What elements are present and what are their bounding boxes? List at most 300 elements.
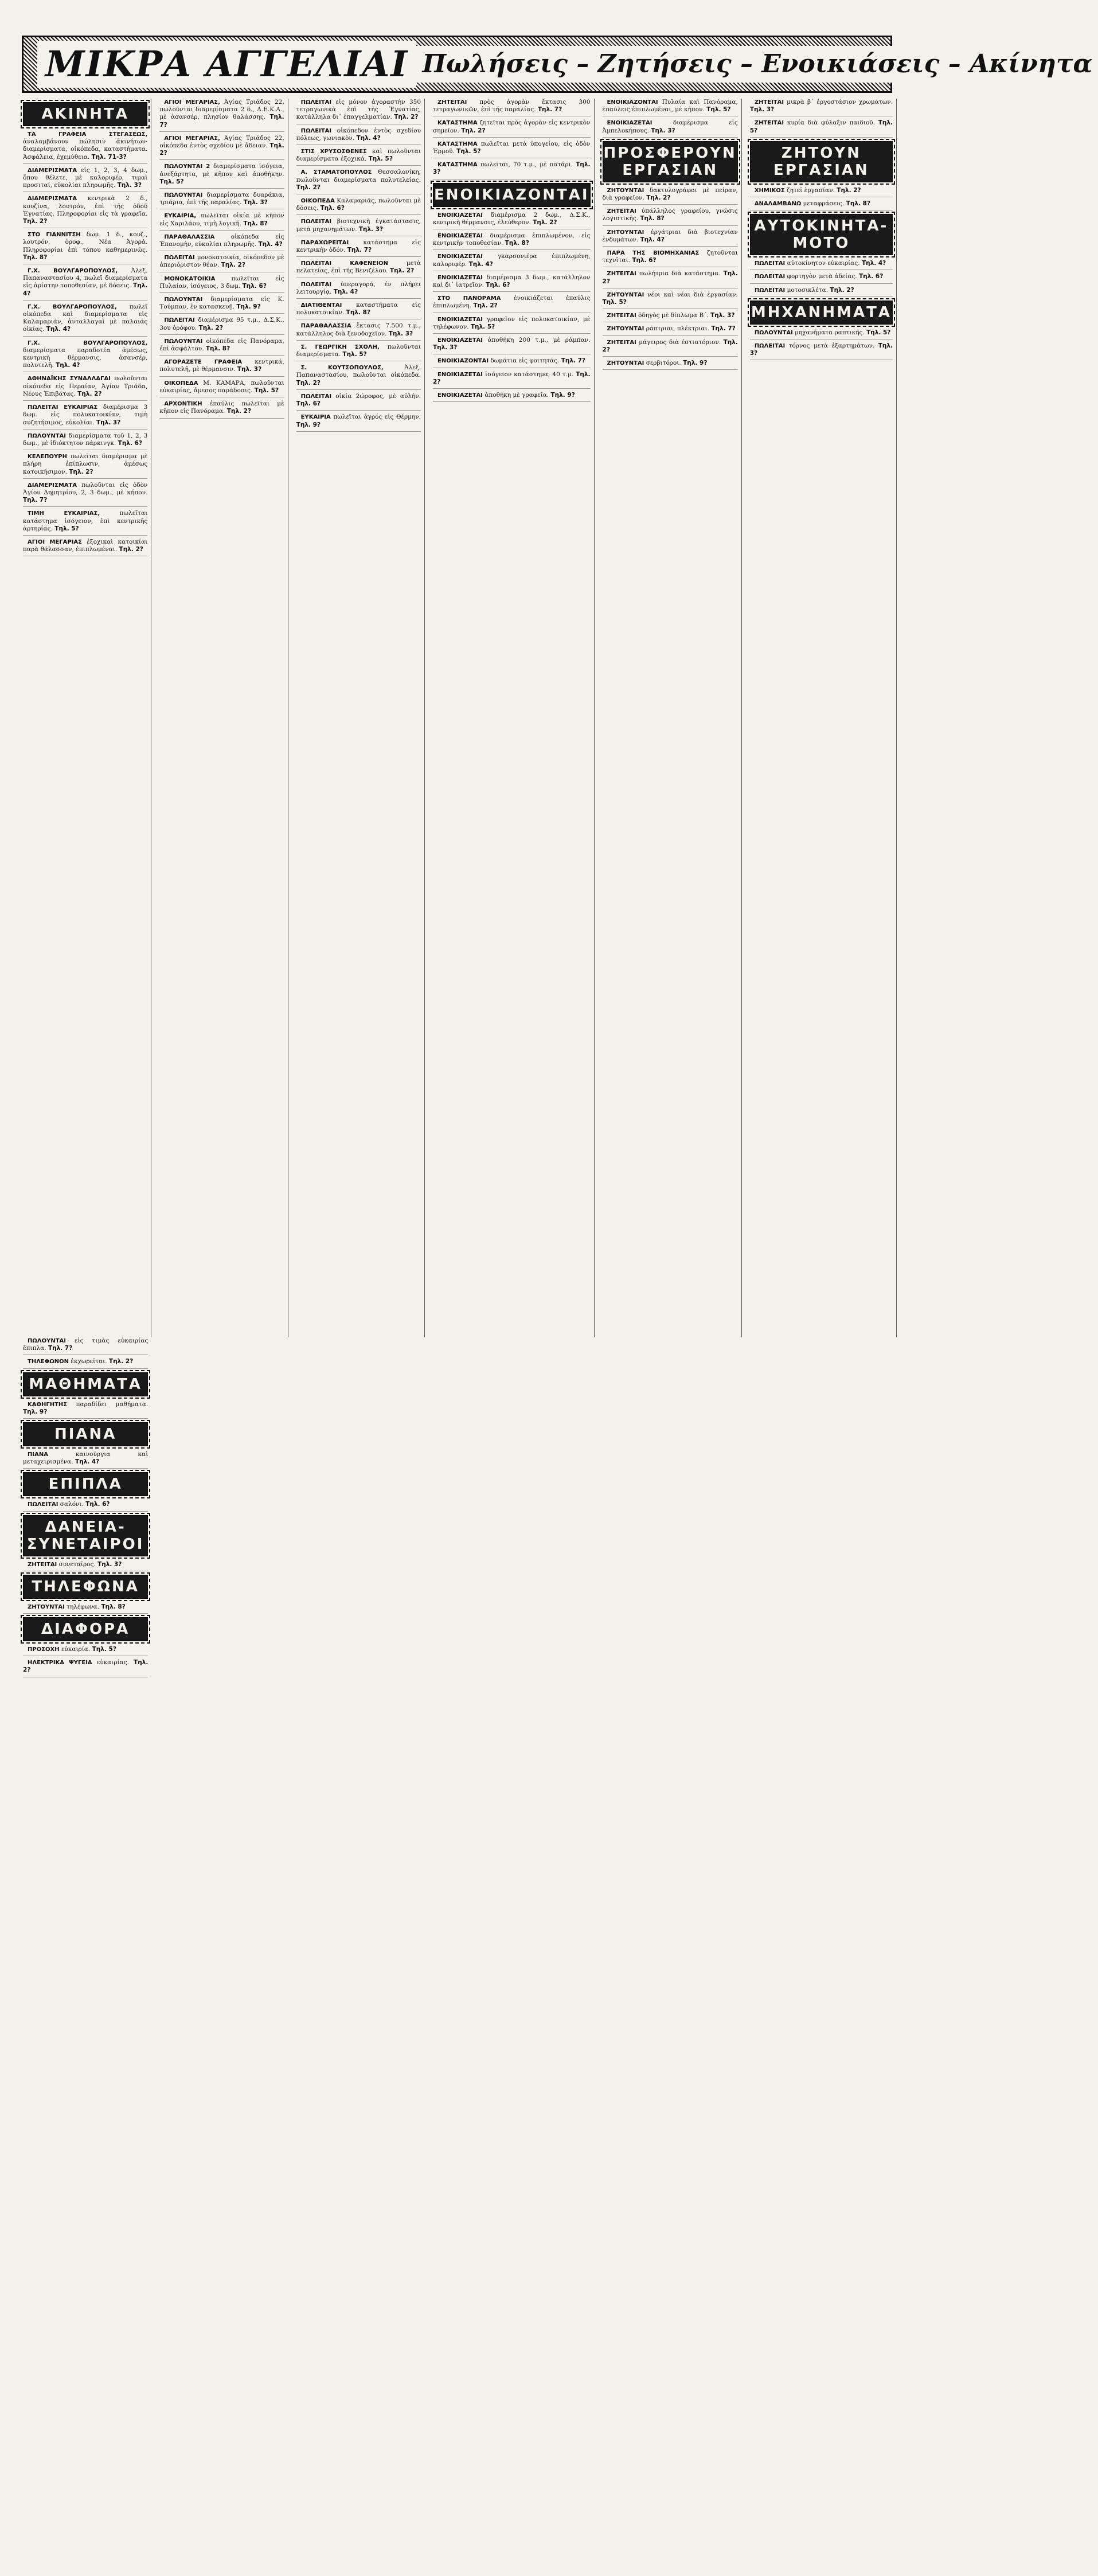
- classified-ad: [296, 218, 421, 236]
- ad-phone: Τηλ. 7?: [347, 247, 372, 254]
- ad-text: πωλεῖται, 70 τ.μ., μὲ πατάρι.: [477, 161, 576, 169]
- ad-phone: Τηλ. 2?: [221, 261, 245, 269]
- ad-phone: Τηλ. 71-3?: [91, 153, 127, 161]
- ad-lead: ΕΝΟΙΚΙΑΖΕΤΑΙ: [437, 253, 483, 260]
- ad-phone: Τηλ. 5?: [92, 1646, 116, 1653]
- ad-text: πωλεῖται εἰς Πυλαίαν, ἰσόγειος, 3 δωμ.: [159, 275, 284, 290]
- ad-text: καταστήματα εἰς πολυκατοικίαν.: [296, 302, 421, 317]
- ad-phone: Τηλ. 6?: [85, 1501, 110, 1508]
- ad-text: δωμ. 1 δ., κουζ., λουτρόν, ὀροφ., Νέα Ἀγορά. Πληροφορίαι ἐπὶ τόπου καθημερινῶς.: [23, 231, 148, 253]
- classified-ad: [159, 358, 284, 376]
- ad-text: οἰκόπεδα εἰς Πανόραμα, ἐπὶ ἀσφάλτου.: [159, 337, 284, 353]
- classified-ad: [23, 375, 147, 401]
- ad-phone: Τηλ. 2?: [837, 186, 861, 194]
- ad-lead: ΕΝΟΙΚΙΑΖΕΤΑΙ: [437, 371, 483, 378]
- ad-text: φορτηγὸν μετὰ ἀδείας.: [785, 273, 859, 280]
- section-header: ΖΗΤΟΥΝ ΕΡΓΑΣΙΑΝ: [750, 141, 893, 182]
- classified-ad: [23, 267, 147, 300]
- ad-lead: ΣΤΙΣ ΧΡΥΣΟΣΘΕΝΕΣ: [300, 149, 367, 155]
- section-header: ΑΥΤΟΚΙΝΗΤΑ-ΜΟΤΟ: [750, 214, 893, 255]
- classified-ad: [296, 127, 421, 145]
- ad-lead: ΠΩΛΟΥΝΤΑΙ: [164, 296, 203, 303]
- ad-text: ζητεῖται πρὸς ἀγορὰν εἰς κεντρικὸν σημεῖον.: [433, 119, 591, 134]
- classified-ad: [433, 316, 591, 334]
- ad-text: εἰς 1, 2, 3, 4 δωμ., ὅπου θέλετε, μὲ καλοριφέρ, τιμαὶ προσιταί, εὐκολίαι πληρωμῆς.: [23, 166, 148, 189]
- ad-phone: Τηλ. 4?: [468, 260, 493, 268]
- classified-ad: [750, 200, 893, 210]
- ad-phone: Τηλ. 2?: [108, 1358, 134, 1365]
- ad-lead: ΚΑΘΗΓΗΤΗΣ: [28, 1401, 68, 1408]
- classified-ad: [159, 233, 284, 251]
- classified-ad: [159, 99, 284, 132]
- ad-lead: ΠΩΛΕΙΤΑΙ: [164, 255, 195, 261]
- ad-phone: Τηλ. 3?: [433, 161, 591, 176]
- ad-text: οἰκόπεδα εἰς Ἐπανομὴν, εὐκολίαι πληρωμῆς.: [159, 233, 284, 248]
- ad-lead: ΕΝΟΙΚΙΑΖΟΝΤΑΙ: [607, 99, 658, 106]
- ad-text: πωλοῦνται εἰς ὁδὸν Ἀγίου Δημητρίου, 2, 3 δωμ., μὲ κήπον.: [23, 481, 148, 496]
- masthead-subtitle: Πωλήσεις – Ζητήσεις – Ενοικιάσεις – Ακίνητα: [416, 46, 1098, 83]
- ad-lead: ΖΗΤΟΥΝΤΑΙ: [607, 229, 644, 236]
- ad-phone: Τηλ. 7?: [48, 1345, 73, 1352]
- classified-ad: [23, 167, 147, 193]
- ad-text: Ἁγίας Τριάδος 22, πωλοῦνται διαμερίσματα 2 δ., Δ.Ε.Κ.Α., μὲ ἀσανσέρ, πλησίον θαλάσσης.: [159, 99, 284, 121]
- ad-phone: Τηλ. 8?: [846, 200, 871, 208]
- ad-text: Ἀλεξ. Παπαναστασίου, πωλοῦνται οἰκόπεδα.: [296, 364, 421, 379]
- ad-lead: ΠΩΛΕΙΤΑΙ: [754, 260, 786, 267]
- ad-lead: Σ. ΚΟΥΤΣΟΠΟΥΛΟΣ,: [300, 365, 384, 372]
- ad-text: μεταφράσεις.: [801, 200, 846, 208]
- ad-phone: Τηλ. 9?: [23, 1408, 48, 1415]
- ad-phone: Τηλ. 4?: [640, 236, 665, 243]
- ad-lead: ΠΩΛΕΙΤΑΙ: [300, 218, 332, 225]
- classified-ad: [23, 1451, 148, 1469]
- ad-text: κατάστημα εἰς κεντρικὴν ὁδόν.: [296, 239, 421, 254]
- ad-lead: ΗΛΕΚΤΡΙΚΑ ΨΥΓΕΙΑ: [28, 1660, 92, 1666]
- ad-lead: ΔΙΑΜΕΡΙΣΜΑΤΑ: [28, 167, 77, 174]
- classified-ad: [23, 1401, 148, 1419]
- ad-text: πωλοῦνται διαμερίσματα.: [296, 343, 421, 358]
- ad-text: ἀποθήκη μὲ γραφεῖα.: [483, 392, 551, 399]
- ad-lead: ΠΑΡΑΘΑΛΑΣΣΙΑ: [164, 233, 215, 240]
- classified-ad: [433, 337, 591, 354]
- ad-text: δακτυλογράφοι μὲ πείραν, διὰ γραφεῖον.: [602, 186, 738, 202]
- ad-phone: Τηλ. 2?: [69, 468, 93, 475]
- ad-lead: Γ.Χ. ΒΟΥΛΓΑΡΟΠΟΥΛΟΣ,: [28, 339, 148, 346]
- ad-text: ράπτριαι, πλέκτριαι.: [644, 325, 712, 333]
- ad-text: διαμέρισμα ἐπιπλωμένον, εἰς κεντρικὴν τοποθεσίαν.: [433, 232, 591, 247]
- ad-text: ὑπάλληλος γραφείου, γνῶσις λογιστικῆς.: [602, 208, 738, 223]
- ad-phone: Τηλ. 8?: [640, 215, 665, 223]
- ad-text: πρὸς ἀγορὰν ἔκτασις 300 τετραγωνικῶν, ἐπὶ τῆς παραλίας.: [433, 99, 591, 114]
- ad-text: εὐκαιρίας.: [92, 1659, 134, 1666]
- classified-ad: [296, 169, 421, 194]
- classified-ad: [750, 119, 893, 137]
- ad-lead: ΜΟΝΟΚΑΤΟΙΚΙΑ: [164, 275, 216, 282]
- ad-lead: ΖΗΤΕΙΤΑΙ: [607, 208, 636, 215]
- ad-phone: Τηλ. 5?: [602, 299, 627, 306]
- ad-text: διαμερίσματα ἰσόγεια, ἀνεξάρτητα, μὲ κῆπον καὶ ἀποθήκην.: [159, 163, 284, 178]
- section-header: ΕΝΟΙΚΙΑΖΟΝΤΑΙ: [433, 183, 591, 207]
- ad-phone: Τηλ. 5?: [706, 106, 731, 114]
- ad-text: καὶ πωλοῦνται διαμερίσματα ἐξοχικά.: [296, 148, 421, 163]
- ad-phone: Τηλ. 4?: [861, 260, 886, 267]
- ad-text: βιοτεχνικὴ ἐγκατάστασις, μετὰ μηχανημάτων.: [296, 218, 421, 233]
- ad-phone: Τηλ. 9?: [236, 303, 261, 311]
- ad-lead: ΠΩΛΕΙΤΑΙ: [300, 393, 332, 400]
- ad-lead: ΑΝΑΛΑΜΒΑΝΩ: [754, 201, 802, 208]
- ad-phone: Τηλ. 2?: [433, 370, 591, 385]
- classified-ad: [433, 253, 591, 271]
- ad-lead: ΕΝΟΙΚΙΑΖΕΤΑΙ: [437, 316, 483, 323]
- classified-ad: [23, 510, 147, 536]
- section-header: ΕΠΙΠΛΑ: [23, 1472, 148, 1496]
- ad-lead: ΤΑ ΓΡΑΦΕΙΑ ΣΤΕΓΑΣΕΩΣ,: [28, 131, 148, 138]
- classified-ad: [23, 1337, 148, 1355]
- ad-text: διαμερίσματα εἰς Κ. Τούμπαν, ἐν κατασκευῇ.: [159, 296, 284, 311]
- ad-lead: ΣΤΟ ΠΑΝΟΡΑΜΑ: [437, 295, 501, 302]
- ad-lead: ΔΙΑΜΕΡΙΣΜΑΤΑ: [28, 482, 77, 489]
- classified-ad: [159, 254, 284, 272]
- classified-ad: [433, 212, 591, 229]
- classified-ad: [23, 1659, 148, 1677]
- classified-ad: [159, 380, 284, 397]
- ad-phone: Τηλ. 6?: [486, 282, 510, 289]
- ad-text: μάγειρος διὰ ἑστιατόριον.: [636, 338, 724, 346]
- ad-phone: Τηλ. 8?: [505, 240, 529, 247]
- classified-ad: [433, 119, 591, 137]
- section-header: ΔΙΑΦΟΡΑ: [23, 1617, 148, 1641]
- ad-lead: ΠΩΛΕΙΤΑΙ: [28, 1501, 58, 1508]
- ad-text: οἰκία 2ώροφος, μὲ αὐλήν.: [331, 392, 421, 400]
- classified-ad: [23, 131, 147, 164]
- ad-phone: Τηλ. 6?: [296, 400, 321, 408]
- ad-text: κεντρικά, πολυτελῆ, μὲ θέρμανσιν.: [159, 358, 284, 373]
- masthead-title: ΜΙΚΡΑ ΑΓΓΕΛΙΑΙ: [37, 41, 416, 88]
- ad-text: μετὰ πελατείας, ἐπὶ τῆς Βενιζέλου.: [296, 260, 421, 275]
- section-header: ΜΗΧΑΝΗΜΑΤΑ: [750, 300, 893, 325]
- ad-lead: ΠΩΛΟΥΝΤΑΙ: [28, 432, 67, 439]
- ad-lead: ΠΩΛΕΙΤΑΙ: [164, 317, 195, 324]
- ad-phone: Τηλ. 2?: [394, 114, 419, 121]
- ad-phone: Τηλ. 2?: [296, 379, 321, 387]
- ad-phone: Τηλ. 2?: [646, 194, 671, 202]
- classified-ad: [433, 371, 591, 389]
- classified-ad: [750, 329, 893, 339]
- classified-ad: [159, 163, 284, 189]
- classified-ad: [296, 364, 421, 390]
- ad-phone: Τηλ. 3?: [749, 342, 893, 357]
- ad-lead: ΚΑΤΑΣΤΗΜΑ: [437, 162, 478, 169]
- ad-text: αὐτοκίνητον εὐκαιρίας.: [785, 260, 862, 267]
- ad-text: δωμάτια εἰς φοιτητάς.: [489, 357, 561, 365]
- classified-ad: [296, 302, 421, 319]
- ad-phone: Τηλ. 5?: [866, 329, 891, 336]
- ad-lead: ΚΑΤΑΣΤΗΜΑ: [437, 120, 478, 127]
- ad-lead: ΠΩΛΕΙΤΑΙ ΕΥΚΑΙΡΙΑΣ: [28, 404, 98, 411]
- ad-lead: ΖΗΤΟΥΝΤΑΙ: [607, 326, 644, 333]
- ad-phone: Τηλ. 7?: [537, 106, 562, 114]
- ad-lead: ΕΝΟΙΚΙΑΖΕΤΑΙ: [607, 120, 652, 127]
- ad-lead: ΠΩΛΕΙΤΑΙ: [754, 274, 786, 280]
- ad-lead: ΑΓΟΡΑΖΕΤΕ ΓΡΑΦΕΙΑ: [164, 359, 243, 366]
- classified-ad: [750, 187, 893, 197]
- ad-phone: Τηλ. 4?: [75, 1458, 100, 1466]
- ad-lead: ΑΓΙΟΙ ΜΕΓΑΡΙΑΣ,: [164, 135, 220, 142]
- ad-phone: Τηλ. 5?: [456, 148, 481, 155]
- ad-text: τηλέφωνα.: [64, 1603, 101, 1610]
- ad-lead: ΠΩΛΕΙΤΑΙ ΚΑΦΕΝΕΙΟΝ: [300, 260, 388, 267]
- ad-lead: ΖΗΤΕΙΤΑΙ: [607, 339, 636, 346]
- ad-text: διαμερίσματα τοῦ 1, 2, 3 δωμ., μὲ ἰδιόκτητον πάρκινγκ.: [23, 432, 148, 447]
- ad-phone: Τηλ. 2?: [198, 324, 223, 331]
- classified-ad: [159, 296, 284, 314]
- classified-ad: [159, 338, 284, 356]
- classified-ad: [750, 342, 893, 360]
- ad-lead: ΑΓΙΟΙ ΜΕΓΑΡΙΑΣ: [28, 538, 82, 545]
- classified-ad: [603, 270, 738, 288]
- ad-phone: Τηλ. 7?: [159, 114, 284, 128]
- ad-text: ἀποθήκη 200 τ.μ., μὲ ράμπαν.: [483, 337, 591, 344]
- classified-ad: [23, 1358, 148, 1368]
- ad-lead: ΑΘΗΝΑΪΚΗΣ ΣΥΝΑΛΛΑΓΑΙ: [28, 376, 111, 383]
- ad-text: ἐκχωρεῖται.: [69, 1358, 109, 1365]
- classified-ad: [23, 538, 147, 556]
- ad-lead: ΔΙΑΤΙΘΕΝΤΑΙ: [300, 302, 342, 309]
- classified-ad: [433, 295, 591, 313]
- classified-ad: [23, 195, 147, 228]
- ad-text: εἰς μόνον ἀγοραστὴν 350 τετραγωνικὰ ἐπὶ τῆς Ἐγνατίας, κατάλληλα δι᾽ ἐπαγγελματίαν.: [296, 99, 421, 121]
- ad-text: πωλοῦνται οἰκόπεδα εἰς Περαίαν, Ἀγίαν Τριάδα, Νέους Ἐπιβάτας.: [23, 375, 148, 397]
- ad-phone: Τηλ. 2?: [296, 184, 321, 191]
- ad-text: Καλαμαριᾶς, πωλοῦνται μὲ δόσεις.: [296, 197, 421, 212]
- ad-text: πωλεῖται μετὰ ὑπογείου, εἰς ὁδὸν Ἑρμοῦ.: [433, 140, 591, 155]
- ad-text: ζητοῦνται τεχνῖται.: [602, 249, 738, 264]
- classified-ad: [159, 192, 284, 209]
- ad-text: ἐργάτριαι διὰ βιοτεχνίαν ἐνδυμάτων.: [602, 228, 738, 243]
- ad-lead: ΠΩΛΟΥΝΤΑΙ: [164, 338, 203, 345]
- ad-lead: Γ.Χ. ΒΟΥΛΓΑΡΟΠΟΥΛΟΣ,: [28, 303, 117, 310]
- classified-ad: [433, 232, 591, 250]
- ad-lead: ΤΗΛΕΦΩΝΟΝ: [28, 1359, 69, 1365]
- ad-lead: ΚΑΤΑΣΤΗΜΑ: [437, 140, 478, 147]
- ad-text: εὐκαιρία.: [59, 1646, 92, 1653]
- ad-lead: ΕΝΟΙΚΙΑΖΕΤΑΙ: [437, 233, 483, 240]
- ad-phone: Τηλ. 8?: [101, 1603, 126, 1610]
- ad-phone: Τηλ. 6?: [858, 273, 884, 280]
- ad-text: διαμέρισμα 3 δωμ. εἰς πολυκατοικίαν, τιμὴ συζητήσιμος, εὐκολίαι.: [23, 404, 148, 426]
- ad-phone: Τηλ. 2?: [389, 267, 415, 275]
- ad-phone: Τηλ. 6?: [118, 439, 142, 447]
- ad-phone: Τηλ. 3?: [710, 312, 735, 319]
- ad-text: ἔκτασις 7.500 τ.μ., κατάλληλος διὰ ξενοδοχεῖον.: [296, 322, 421, 337]
- ad-lead: ΖΗΤΕΙΤΑΙ: [754, 99, 784, 106]
- classified-ad: [296, 413, 421, 431]
- classified-ad: [433, 161, 591, 179]
- ad-lead: ΟΙΚΟΠΕΔΑ: [300, 198, 335, 205]
- ad-lead: ΕΝΟΙΚΙΑΖΕΤΑΙ: [437, 212, 483, 218]
- ad-phone: Τηλ. 5?: [159, 178, 184, 185]
- classified-ad: [23, 1561, 148, 1571]
- ad-text: πωλεῖται κατάστημα ἰσόγειον, ἐπὶ κεντρικῆς ἀρτηρίας.: [23, 510, 148, 532]
- ad-phone: Τηλ. 5?: [368, 155, 393, 163]
- ad-lead: ΖΗΤΕΙΤΑΙ: [754, 120, 784, 127]
- classified-ad: [23, 1603, 148, 1614]
- classified-ad: [750, 260, 893, 270]
- ad-phone: Τηλ. 6?: [320, 205, 345, 212]
- column-1: [19, 99, 151, 1337]
- section-header: ΜΑΘΗΜΑΤΑ: [23, 1372, 148, 1396]
- section-header: ΑΚΙΝΗΤΑ: [23, 102, 147, 126]
- ad-lead: ΖΗΤΕΙΤΑΙ: [28, 1561, 57, 1568]
- ad-phone: Τηλ. 3?: [651, 127, 675, 134]
- classified-ad: [296, 260, 421, 278]
- classified-ad: [296, 197, 421, 215]
- ad-text: οἰκόπεδον ἐντὸς σχεδίου πόλεως, γωνιακὸν.: [296, 127, 421, 142]
- ad-phone: Τηλ. 2?: [461, 127, 486, 134]
- ad-phone: Τηλ. 3?: [117, 182, 142, 189]
- ad-lead: ΠΩΛΕΙΤΑΙ: [300, 99, 332, 106]
- ad-text: ζητεῖ ἐργασίαν.: [784, 186, 837, 194]
- ad-lead: ΖΗΤΕΙΤΑΙ: [607, 313, 636, 319]
- ad-phone: Τηλ. 2?: [602, 338, 738, 353]
- ad-phone: Τηλ. 2?: [77, 390, 102, 397]
- ad-text: ἰσόγειον κατάστημα, 40 τ.μ.: [483, 370, 576, 378]
- ad-lead: ΖΗΤΟΥΝΤΑΙ: [28, 1603, 65, 1610]
- ad-lead: ΠΑΡΑΘΑΛΑΣΣΙΑ: [300, 323, 351, 330]
- ad-text: διαμέρισμα 2 δωμ., Δ.Σ.Κ., κεντρικὴ θέρμανσις, ἐλεύθερον.: [433, 211, 591, 226]
- ad-text: διαμέρισμα 3 δωμ., κατάλληλον καὶ δι᾽ ἰατρεῖον.: [433, 274, 591, 289]
- classified-ad: [433, 274, 591, 292]
- ad-text: διαμέρισμα εἰς Ἀμπελοκήπους.: [602, 119, 738, 134]
- ad-text: μηχανήματα ραπτικῆς.: [792, 329, 867, 336]
- ad-text: καινούργια καὶ μεταχειρισμένα.: [23, 1451, 149, 1466]
- ad-text: ἐνοικιάζεται ἐπαύλις ἐπιπλωμένη.: [433, 295, 591, 310]
- classified-ad: [750, 287, 893, 297]
- ad-text: γραφεῖον εἰς πολυκατοικίαν, μὲ τηλέφωνον.: [433, 315, 591, 330]
- ad-lead: ΕΝΟΙΚΙΑΖΕΤΑΙ: [437, 337, 483, 344]
- ad-text: πωλεῖ οἰκόπεδα καὶ διαμερίσματα εἰς Καλαμαριάν, ἀνταλλαγαὶ μὲ παλαιάς οἰκίας.: [23, 303, 148, 333]
- classified-ad: [433, 357, 591, 368]
- classified-ad: [23, 432, 147, 450]
- ad-lead: ΖΗΤΕΙΤΑΙ: [437, 99, 467, 106]
- ad-text: πωλήτρια διὰ κατάστημα.: [636, 270, 724, 278]
- ad-lead: ΕΝΟΙΚΙΑΖΟΝΤΑΙ: [437, 358, 489, 365]
- ad-lead: ΠΩΛΟΥΝΤΑΙ: [754, 329, 793, 336]
- classified-ad: [23, 231, 147, 264]
- ad-phone: Τηλ. 8?: [243, 220, 268, 227]
- ad-phone: Τηλ. 8?: [23, 253, 48, 261]
- ad-lead: Α. ΣΤΑΜΑΤΟΠΟΥΛΟΣ: [300, 169, 372, 176]
- ad-phone: Τηλ. 7?: [711, 325, 736, 333]
- ad-phone: Τηλ. 5?: [54, 525, 79, 532]
- classified-ad: [296, 393, 421, 411]
- classified-ad: [603, 312, 738, 322]
- ad-phone: Τηλ. 2?: [159, 142, 284, 157]
- classified-ad: [23, 482, 147, 508]
- ad-text: ὁδηγὸς μὲ δίπλωμα Β΄.: [636, 312, 711, 319]
- ad-text: Πυλαία καὶ Πανόραμα, ἐπαύλεις ἐπιπλωμέναι, μὲ κῆπον.: [602, 99, 738, 114]
- ad-text: Ἁγίας Τριάδος 22, οἰκόπεδα ἐντὸς σχεδίου μὲ ἄδειαν.: [159, 134, 284, 150]
- classified-ad: [433, 392, 591, 402]
- ad-text: πωλεῖται διαμέρισμα μὲ πλήρη ἐπίπλωσιν, ἀμέσως κατοικήσιμον.: [23, 453, 148, 475]
- ad-lead: ΤΙΜΗ ΕΥΚΑΙΡΙΑΣ,: [28, 510, 100, 517]
- ad-lead: ΖΗΤΟΥΝΤΑΙ: [607, 291, 644, 298]
- section-header: ΔΑΝΕΙΑ-ΣΥΝΕΤΑΙΡΟΙ: [23, 1515, 148, 1556]
- ad-text: μοτοσικλέτα.: [785, 286, 830, 294]
- ad-text: μικρὰ β΄ ἐργοστάσιον χρωμάτων.: [784, 99, 893, 106]
- classified-ad: [296, 322, 421, 340]
- classified-ad: [23, 404, 147, 430]
- ad-phone: Τηλ. 8?: [346, 309, 370, 317]
- masthead-banner: [22, 36, 1093, 93]
- ad-phone: Τηλ. 8?: [205, 345, 230, 353]
- ad-lead: ΠΩΛΕΙΤΑΙ: [754, 343, 786, 350]
- column-7: [19, 1337, 151, 2576]
- classified-ad: [433, 99, 591, 116]
- ad-lead: ΑΡΧΟΝΤΙΚΗ: [164, 401, 202, 408]
- classified-ad: [23, 303, 147, 337]
- ad-phone: Τηλ. 9?: [550, 392, 575, 399]
- ad-lead: ΠΩΛΟΥΝΤΑΙ: [28, 1338, 67, 1344]
- ad-lead: ΑΓΙΟΙ ΜΕΓΑΡΙΑΣ,: [164, 99, 220, 106]
- ad-text: κεντρικὰ 2 δ., κουζίνα, λουτρόν, ἐπὶ τῆς ὁδοῦ Ἐγνατίας. Πληροφορίαι εἰς τὰ γραφεῖα.: [23, 195, 148, 217]
- classified-ad: [296, 344, 421, 361]
- ad-lead: ΟΙΚΟΠΕΔΑ: [164, 380, 198, 387]
- ad-lead: ΠΑΡΑ ΤΗΣ ΒΙΟΜΗΧΑΝΙΑΣ: [607, 250, 700, 257]
- ad-text: κυρία διὰ φύλαξιν παιδιοῦ.: [784, 119, 878, 127]
- ad-phone: Τηλ. 2?: [23, 1659, 149, 1674]
- ad-lead: ΕΝΟΙΚΙΑΖΕΤΑΙ: [437, 274, 483, 281]
- ad-phone: Τηλ. 4?: [56, 362, 80, 369]
- classified-ad: [23, 1646, 148, 1656]
- classified-ad: [23, 453, 147, 479]
- ad-phone: Τηλ. 2?: [533, 218, 557, 226]
- classified-ad: [23, 339, 147, 373]
- ad-lead: Γ.Χ. ΒΟΥΛΓΑΡΟΠΟΥΛΟΣ,: [28, 268, 118, 275]
- ad-text: σαλόνι.: [58, 1501, 86, 1508]
- ad-phone: Τηλ. 3?: [96, 419, 121, 426]
- ad-phone: Τηλ. 3?: [358, 225, 384, 233]
- ad-phone: Τηλ. 3?: [749, 106, 775, 114]
- ad-phone: Τηλ. 6?: [632, 257, 657, 264]
- classified-ad: [159, 275, 284, 293]
- ad-lead: ΚΕΛΕΠΟΥΡΗ: [28, 454, 67, 460]
- classified-ad: [603, 208, 738, 225]
- ad-lead: ΠΙΑΝΑ: [28, 1451, 48, 1458]
- column-6: [747, 99, 897, 1337]
- classified-ad: [603, 229, 738, 247]
- classified-ad: [603, 339, 738, 357]
- ad-lead: ΠΩΛΟΥΝΤΑΙ 2: [164, 163, 210, 170]
- column-3: [293, 99, 425, 1337]
- ad-text: νέοι καὶ νέαι διὰ ἐργασίαν.: [644, 291, 738, 298]
- ad-text: ἀναλαμβάνουν πώλησιν ἀκινήτων· διαμερίσματα, οἰκόπεδα, καταστήματα. Ἀσφάλεια, ἐχεμύθεια.: [23, 138, 148, 161]
- classified-ad: [603, 119, 738, 137]
- ad-phone: Τηλ. 4?: [333, 288, 358, 295]
- ad-phone: Τηλ. 3?: [97, 1560, 122, 1568]
- classified-ad: [750, 99, 893, 116]
- ad-phone: Τηλ. 4?: [23, 282, 148, 297]
- ad-phone: Τηλ. 4?: [356, 134, 381, 142]
- classified-columns: [19, 99, 897, 1674]
- ad-text: πωλεῖται οἰκία μὲ κῆπον εἰς Χαριλάου, τιμὴ λογική.: [159, 212, 284, 227]
- ad-phone: Τηλ. 4?: [258, 241, 283, 248]
- column-2: [156, 99, 288, 1337]
- classified-ad: [159, 400, 284, 418]
- classified-ad: [603, 325, 738, 335]
- ad-text: τόρνος μετὰ ἐξαρτημάτων.: [785, 342, 878, 350]
- ad-phone: Τηλ. 5?: [342, 351, 367, 358]
